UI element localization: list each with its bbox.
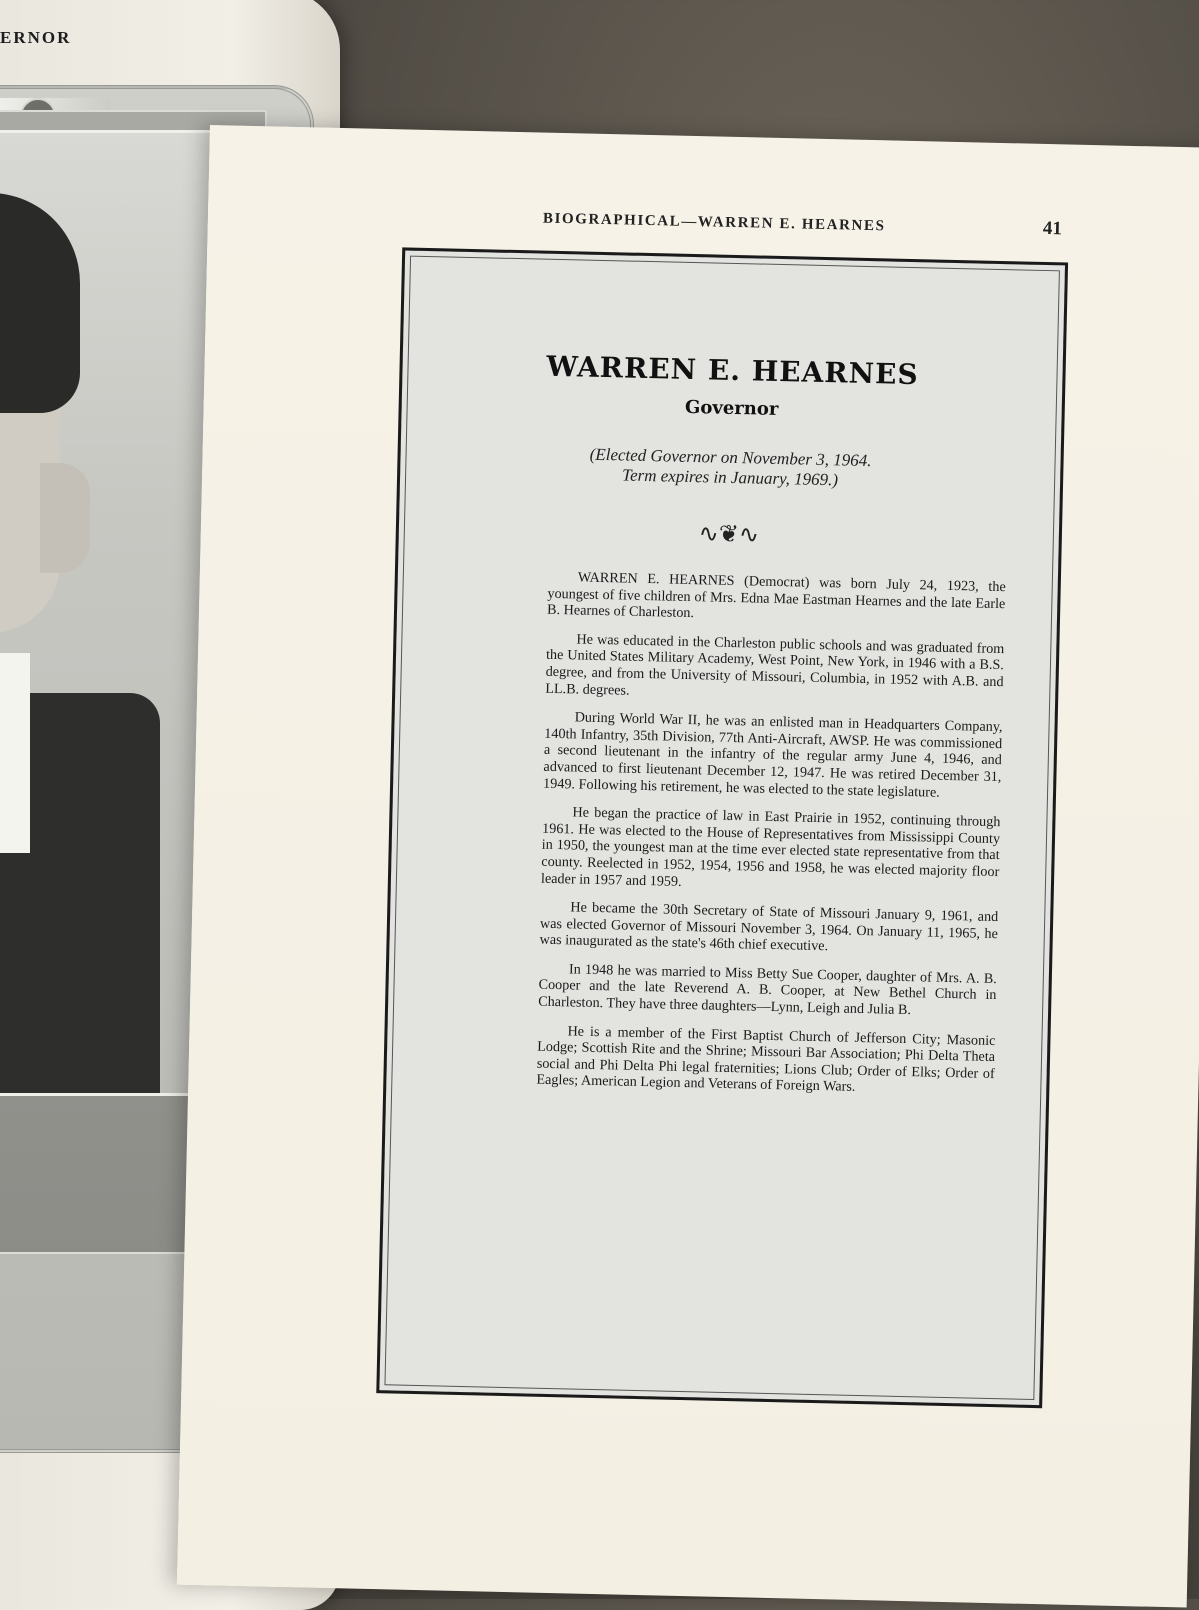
portrait-ear <box>40 463 90 573</box>
bio-paragraph: WARREN E. HEARNES (Democrat) was born July 24, 1923, the youngest of five children of Mrs. Edna Mae Eastman Hearnes and the late Earle B. Hearnes of Charleston. <box>546 569 1006 622</box>
bio-term-line-1: (Elected Governor on November 3, 1964. <box>589 444 872 471</box>
bio-paragraph: During World War II, he was an enlisted man in Headquarters Company, 140th Infantry, 35th Division, 77th Anti-Aircraft, AWSP. He was commissioned a second lieutenant in the infantry of the regular army June 4, 1946, and advanced to first lieutenant December 12, 1947. He was retired December 31, 1949. Following his retirement, he was elected to the state legislature. <box>542 709 1003 801</box>
bio-paragraph: In 1948 he was married to Miss Betty Sue Cooper, daughter of Mrs. A. B. Cooper and the late Reverend A. B. Cooper, at New Bethel Church in Charleston. They have three daughters—Lynn, Leigh and Julia B. <box>538 961 998 1019</box>
bio-office-title: Governor <box>684 396 779 420</box>
running-head: BIOGRAPHICAL—WARREN E. HEARNES <box>542 210 886 235</box>
left-running-head: ERNOR <box>0 28 72 47</box>
portrait-hair <box>0 193 80 413</box>
bio-name-heading: WARREN E. HEARNES <box>546 349 920 392</box>
page-number: 41 <box>1042 217 1063 240</box>
ornament-flourish-icon: ∿❦∿ <box>698 521 760 549</box>
bio-term-line-2: Term expires in January, 1969.) <box>621 465 839 490</box>
biography-box <box>376 247 1068 1408</box>
bio-paragraph: He began the practice of law in East Prairie in 1952, continuing through 1961. He was elected to the House of Representatives from Mississippi County in 1950, the youngest man at the time ever elected state representative from that county. Reelected in 1952, 1954, 1956 and 1958, he was elected majority floor leader in 1957 and 1959. <box>540 804 1001 890</box>
bio-paragraph: He was educated in the Charleston public schools and was graduated from the United States Military Academy, West Point, New York, in 1946 with a B.S. degree, and from the University of Missouri, Columbia, in 1952 with A.B. and LL.B. degrees. <box>545 631 1005 699</box>
bio-term-note <box>400 440 1061 495</box>
bio-body <box>536 569 1006 1111</box>
governor-portrait-photo <box>0 130 223 1096</box>
bio-paragraph: He is a member of the First Baptist Church of Jefferson City; Masonic Lodge; Scottish Rite and the Shrine; Missouri Bar Association; Phi Delta Theta social and Phi Delta Phi legal fraternities; Lions Club; Order of Elks; Order of Eagles; American Legion and Veterans of Foreign Wars. <box>536 1023 996 1096</box>
right-page <box>177 125 1199 1608</box>
portrait-collar <box>0 653 30 853</box>
bio-paragraph: He became the 30th Secretary of State of Missouri January 9, 1961, and was elected Governor of Missouri November 3, 1964. On January 11, 1965, he was inaugurated as the state's 46th chief executive. <box>539 899 999 955</box>
